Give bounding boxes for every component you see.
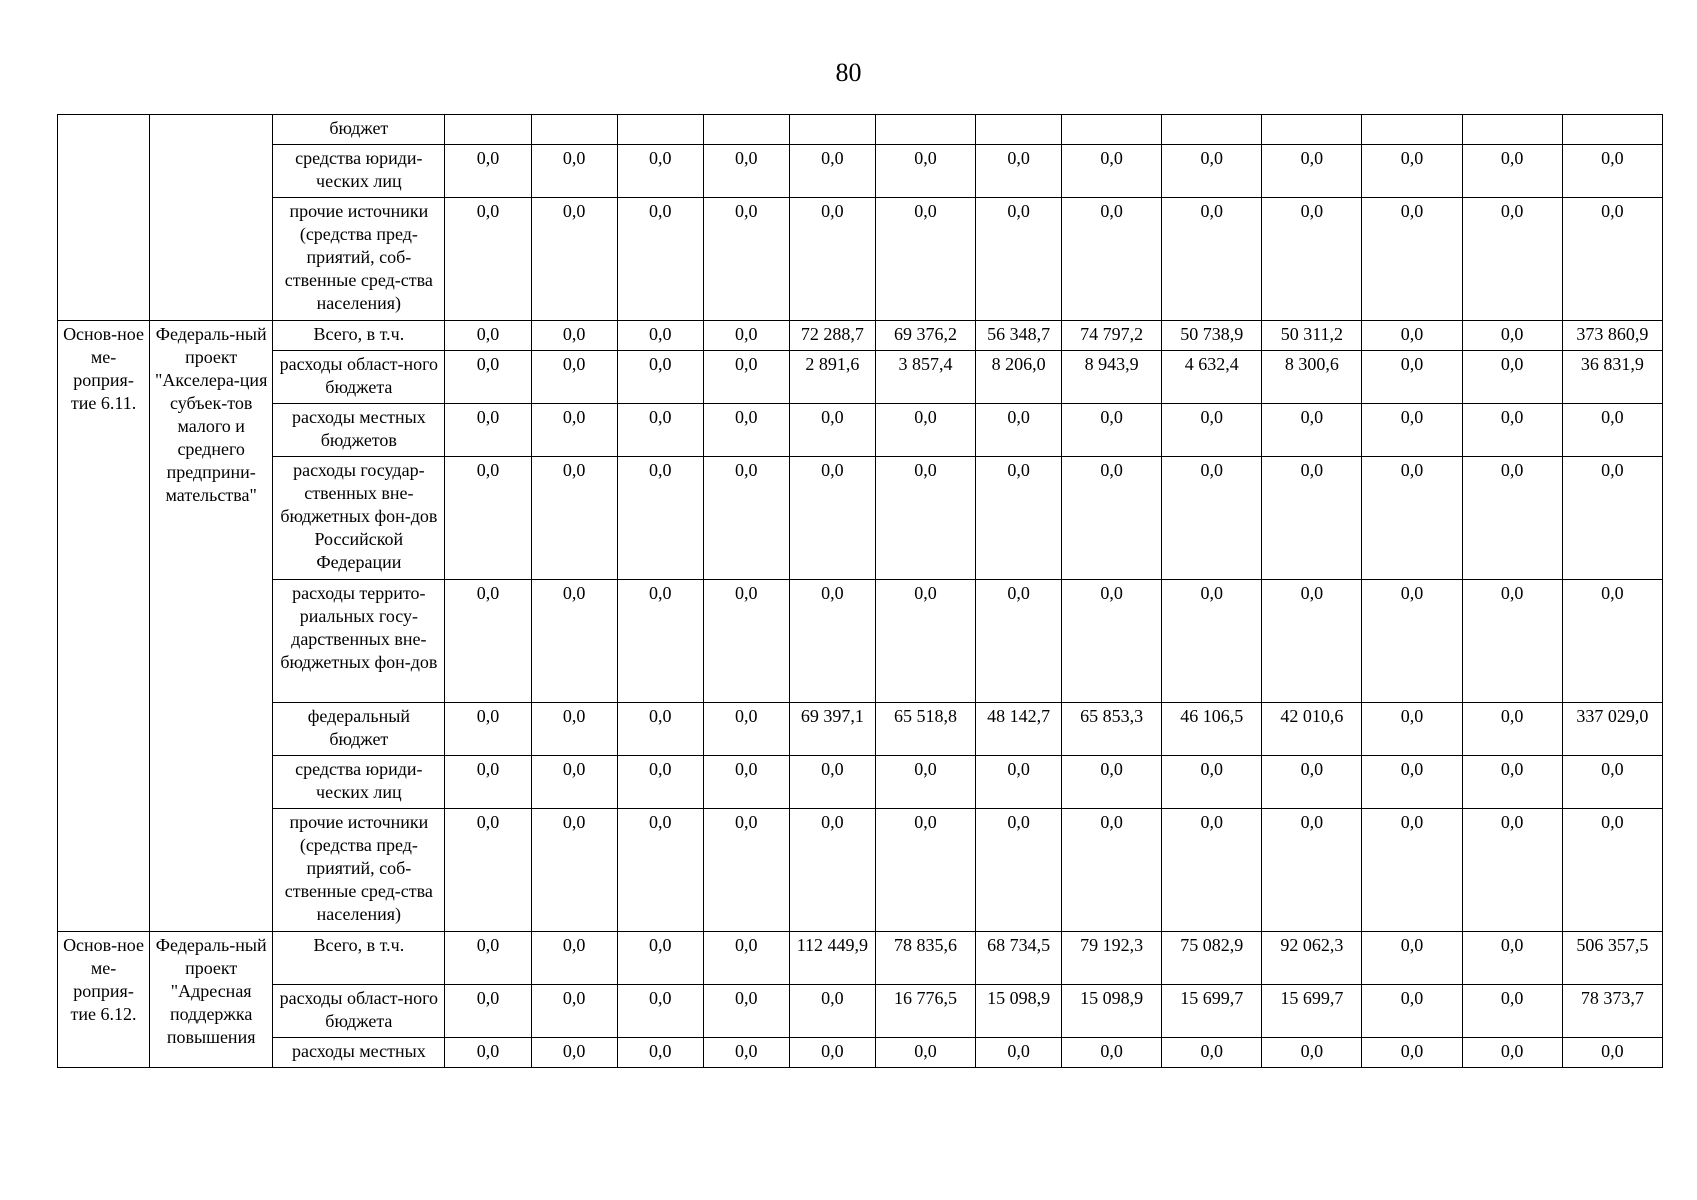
table-row <box>58 809 1663 932</box>
value-cell: 0,0 <box>976 809 1062 932</box>
value-cell: 0,0 <box>1562 809 1662 932</box>
value-cell: 0,0 <box>531 404 617 457</box>
value-cell: 0,0 <box>1162 198 1262 321</box>
value-cell: 0,0 <box>617 198 703 321</box>
value-cell: 8 943,9 <box>1062 351 1162 404</box>
source-cell: средства юриди-ческих лиц <box>273 145 445 198</box>
value-cell: 0,0 <box>1262 457 1362 580</box>
value-cell: 0,0 <box>1562 404 1662 457</box>
value-cell: 0,0 <box>1362 145 1462 198</box>
value-cell: 0,0 <box>875 145 975 198</box>
table-row <box>58 321 1663 351</box>
value-cell: 373 860,9 <box>1562 321 1662 351</box>
value-cell: 0,0 <box>1362 756 1462 809</box>
value-cell: 0,0 <box>789 809 875 932</box>
value-cell: 0,0 <box>445 703 531 756</box>
value-cell: 0,0 <box>531 756 617 809</box>
value-cell <box>531 115 617 145</box>
value-cell <box>976 115 1062 145</box>
value-cell: 0,0 <box>703 351 789 404</box>
value-cell <box>875 115 975 145</box>
value-cell: 0,0 <box>1062 809 1162 932</box>
value-cell: 0,0 <box>445 404 531 457</box>
value-cell: 0,0 <box>617 932 703 985</box>
value-cell: 0,0 <box>703 809 789 932</box>
source-cell: Всего, в т.ч. <box>273 321 445 351</box>
value-cell: 0,0 <box>531 321 617 351</box>
value-cell: 0,0 <box>1262 145 1362 198</box>
value-cell: 0,0 <box>1362 351 1462 404</box>
value-cell: 0,0 <box>531 145 617 198</box>
source-cell: средства юриди-ческих лиц <box>273 756 445 809</box>
value-cell: 0,0 <box>1162 809 1262 932</box>
value-cell: 0,0 <box>531 351 617 404</box>
value-cell: 0,0 <box>976 1038 1062 1068</box>
value-cell: 50 311,2 <box>1262 321 1362 351</box>
value-cell: 0,0 <box>976 457 1062 580</box>
value-cell: 0,0 <box>1562 457 1662 580</box>
value-cell: 0,0 <box>875 457 975 580</box>
value-cell: 0,0 <box>1062 404 1162 457</box>
value-cell: 0,0 <box>703 580 789 703</box>
source-cell: расходы област-ного бюджета <box>273 985 445 1038</box>
value-cell: 0,0 <box>1462 351 1562 404</box>
value-cell: 15 098,9 <box>1062 985 1162 1038</box>
measure-cell <box>58 115 150 321</box>
value-cell: 0,0 <box>1562 580 1662 703</box>
project-cell: Федераль-ный проект "Акселера-ция субъек-тов малого и среднего предприни-мательства" <box>150 321 273 932</box>
value-cell: 0,0 <box>703 198 789 321</box>
value-cell: 78 373,7 <box>1562 985 1662 1038</box>
value-cell: 0,0 <box>531 457 617 580</box>
value-cell: 0,0 <box>1262 580 1362 703</box>
value-cell: 0,0 <box>617 809 703 932</box>
value-cell <box>789 115 875 145</box>
source-cell: расходы област-ного бюджета <box>273 351 445 404</box>
value-cell: 0,0 <box>1562 145 1662 198</box>
value-cell: 0,0 <box>1462 404 1562 457</box>
value-cell: 0,0 <box>1062 580 1162 703</box>
value-cell: 0,0 <box>1462 985 1562 1038</box>
value-cell: 0,0 <box>703 756 789 809</box>
source-cell: расходы террито-риальных госу-дарственных вне-бюджетных фон-дов <box>273 580 445 703</box>
value-cell: 68 734,5 <box>976 932 1062 985</box>
value-cell: 0,0 <box>617 703 703 756</box>
value-cell: 0,0 <box>1262 404 1362 457</box>
value-cell: 0,0 <box>703 932 789 985</box>
value-cell: 0,0 <box>1462 145 1562 198</box>
value-cell: 0,0 <box>1262 198 1362 321</box>
value-cell: 8 300,6 <box>1262 351 1362 404</box>
value-cell: 0,0 <box>789 756 875 809</box>
value-cell: 0,0 <box>1562 198 1662 321</box>
value-cell: 56 348,7 <box>976 321 1062 351</box>
value-cell: 0,0 <box>976 580 1062 703</box>
value-cell: 0,0 <box>1162 580 1262 703</box>
value-cell: 42 010,6 <box>1262 703 1362 756</box>
value-cell: 0,0 <box>789 457 875 580</box>
measure-cell: Основ-ное ме-роприя-тие 6.12. <box>58 932 150 1068</box>
project-cell: Федераль-ный проект "Адресная поддержка повышения <box>150 932 273 1068</box>
value-cell: 0,0 <box>445 809 531 932</box>
value-cell: 0,0 <box>1362 580 1462 703</box>
value-cell: 16 776,5 <box>875 985 975 1038</box>
value-cell: 0,0 <box>1462 457 1562 580</box>
source-cell: расходы государ-ственных вне-бюджетных фон-дов Российской Федерации <box>273 457 445 580</box>
value-cell: 36 831,9 <box>1562 351 1662 404</box>
value-cell: 0,0 <box>789 580 875 703</box>
value-cell: 0,0 <box>531 703 617 756</box>
value-cell: 65 518,8 <box>875 703 975 756</box>
value-cell: 0,0 <box>445 985 531 1038</box>
table-row <box>58 198 1663 321</box>
value-cell: 79 192,3 <box>1062 932 1162 985</box>
table-row <box>58 457 1663 580</box>
value-cell: 0,0 <box>531 809 617 932</box>
value-cell: 0,0 <box>1362 404 1462 457</box>
value-cell: 0,0 <box>1062 145 1162 198</box>
table-row <box>58 115 1663 145</box>
value-cell: 15 699,7 <box>1162 985 1262 1038</box>
value-cell: 0,0 <box>617 1038 703 1068</box>
value-cell: 337 029,0 <box>1562 703 1662 756</box>
value-cell: 65 853,3 <box>1062 703 1162 756</box>
value-cell: 0,0 <box>445 1038 531 1068</box>
value-cell: 0,0 <box>531 1038 617 1068</box>
value-cell <box>1462 115 1562 145</box>
table-row <box>58 351 1663 404</box>
value-cell: 0,0 <box>703 985 789 1038</box>
value-cell: 0,0 <box>703 703 789 756</box>
value-cell: 69 376,2 <box>875 321 975 351</box>
value-cell: 0,0 <box>1362 198 1462 321</box>
value-cell: 78 835,6 <box>875 932 975 985</box>
value-cell: 0,0 <box>875 756 975 809</box>
value-cell: 50 738,9 <box>1162 321 1262 351</box>
source-cell: прочие источники (средства пред-приятий, соб-ственные сред-ства населения) <box>273 198 445 321</box>
value-cell: 0,0 <box>875 404 975 457</box>
value-cell: 0,0 <box>1262 1038 1362 1068</box>
value-cell: 0,0 <box>976 404 1062 457</box>
table-row <box>58 756 1663 809</box>
value-cell: 0,0 <box>789 198 875 321</box>
value-cell <box>445 115 531 145</box>
value-cell: 15 699,7 <box>1262 985 1362 1038</box>
value-cell: 69 397,1 <box>789 703 875 756</box>
value-cell: 0,0 <box>445 198 531 321</box>
value-cell: 0,0 <box>875 809 975 932</box>
value-cell: 0,0 <box>1062 457 1162 580</box>
value-cell: 0,0 <box>1162 404 1262 457</box>
value-cell: 0,0 <box>1362 809 1462 932</box>
value-cell: 0,0 <box>531 580 617 703</box>
value-cell: 0,0 <box>1062 198 1162 321</box>
measure-cell: Основ-ное ме-роприя-тие 6.11. <box>58 321 150 932</box>
value-cell: 0,0 <box>445 756 531 809</box>
value-cell: 0,0 <box>789 404 875 457</box>
value-cell: 0,0 <box>875 1038 975 1068</box>
value-cell: 112 449,9 <box>789 932 875 985</box>
value-cell: 0,0 <box>789 985 875 1038</box>
table-row <box>58 145 1663 198</box>
source-cell: Всего, в т.ч. <box>273 932 445 985</box>
value-cell: 0,0 <box>1162 457 1262 580</box>
table-row <box>58 932 1663 985</box>
value-cell: 0,0 <box>531 932 617 985</box>
value-cell: 506 357,5 <box>1562 932 1662 985</box>
value-cell: 0,0 <box>703 145 789 198</box>
value-cell: 0,0 <box>875 580 975 703</box>
value-cell: 0,0 <box>1362 703 1462 756</box>
value-cell: 0,0 <box>617 321 703 351</box>
financing-table <box>57 114 1663 1068</box>
value-cell <box>1562 115 1662 145</box>
value-cell: 0,0 <box>1462 756 1562 809</box>
value-cell: 0,0 <box>1562 1038 1662 1068</box>
value-cell: 15 098,9 <box>976 985 1062 1038</box>
value-cell: 0,0 <box>445 321 531 351</box>
value-cell: 0,0 <box>1462 1038 1562 1068</box>
value-cell: 0,0 <box>617 351 703 404</box>
value-cell: 0,0 <box>617 457 703 580</box>
value-cell: 0,0 <box>531 985 617 1038</box>
value-cell: 0,0 <box>1062 756 1162 809</box>
value-cell: 0,0 <box>1362 321 1462 351</box>
value-cell: 0,0 <box>976 756 1062 809</box>
value-cell <box>1262 115 1362 145</box>
value-cell: 4 632,4 <box>1162 351 1262 404</box>
value-cell: 0,0 <box>976 198 1062 321</box>
value-cell: 0,0 <box>1162 756 1262 809</box>
value-cell: 0,0 <box>445 932 531 985</box>
value-cell: 0,0 <box>789 1038 875 1068</box>
value-cell: 46 106,5 <box>1162 703 1262 756</box>
value-cell: 92 062,3 <box>1262 932 1362 985</box>
value-cell: 0,0 <box>1362 985 1462 1038</box>
value-cell: 0,0 <box>1562 756 1662 809</box>
table-row <box>58 580 1663 703</box>
value-cell <box>1362 115 1462 145</box>
value-cell: 0,0 <box>703 457 789 580</box>
value-cell: 0,0 <box>617 145 703 198</box>
table-row <box>58 1038 1663 1068</box>
value-cell <box>1062 115 1162 145</box>
value-cell: 0,0 <box>445 580 531 703</box>
table-row <box>58 404 1663 457</box>
value-cell: 0,0 <box>1162 1038 1262 1068</box>
value-cell: 48 142,7 <box>976 703 1062 756</box>
project-cell <box>150 115 273 321</box>
value-cell: 0,0 <box>1462 580 1562 703</box>
value-cell: 0,0 <box>531 198 617 321</box>
value-cell: 0,0 <box>617 580 703 703</box>
value-cell: 0,0 <box>1162 145 1262 198</box>
value-cell: 0,0 <box>445 145 531 198</box>
value-cell: 0,0 <box>1362 932 1462 985</box>
table-row <box>58 703 1663 756</box>
value-cell: 0,0 <box>976 145 1062 198</box>
value-cell: 0,0 <box>1362 457 1462 580</box>
value-cell: 8 206,0 <box>976 351 1062 404</box>
source-cell: бюджет <box>273 115 445 145</box>
value-cell: 0,0 <box>1262 756 1362 809</box>
value-cell <box>703 115 789 145</box>
value-cell: 0,0 <box>1462 809 1562 932</box>
value-cell: 0,0 <box>445 351 531 404</box>
value-cell: 74 797,2 <box>1062 321 1162 351</box>
source-cell: прочие источники (средства пред-приятий, соб-ственные сред-ства населения) <box>273 809 445 932</box>
value-cell: 0,0 <box>1462 932 1562 985</box>
value-cell: 0,0 <box>875 198 975 321</box>
value-cell: 0,0 <box>1062 1038 1162 1068</box>
page-number: 80 <box>835 58 862 87</box>
source-cell: расходы местных <box>273 1038 445 1068</box>
source-cell: расходы местных бюджетов <box>273 404 445 457</box>
value-cell: 0,0 <box>789 145 875 198</box>
value-cell: 75 082,9 <box>1162 932 1262 985</box>
value-cell: 0,0 <box>617 756 703 809</box>
value-cell: 0,0 <box>617 985 703 1038</box>
value-cell: 0,0 <box>703 1038 789 1068</box>
table-row <box>58 985 1663 1038</box>
value-cell: 0,0 <box>1362 1038 1462 1068</box>
source-cell: федеральный бюджет <box>273 703 445 756</box>
value-cell: 0,0 <box>1462 198 1562 321</box>
value-cell: 0,0 <box>1262 809 1362 932</box>
value-cell: 0,0 <box>703 321 789 351</box>
value-cell: 0,0 <box>617 404 703 457</box>
value-cell: 72 288,7 <box>789 321 875 351</box>
value-cell: 0,0 <box>1462 321 1562 351</box>
value-cell: 0,0 <box>1462 703 1562 756</box>
value-cell: 2 891,6 <box>789 351 875 404</box>
value-cell <box>617 115 703 145</box>
value-cell: 0,0 <box>445 457 531 580</box>
value-cell <box>1162 115 1262 145</box>
value-cell: 0,0 <box>703 404 789 457</box>
value-cell: 3 857,4 <box>875 351 975 404</box>
